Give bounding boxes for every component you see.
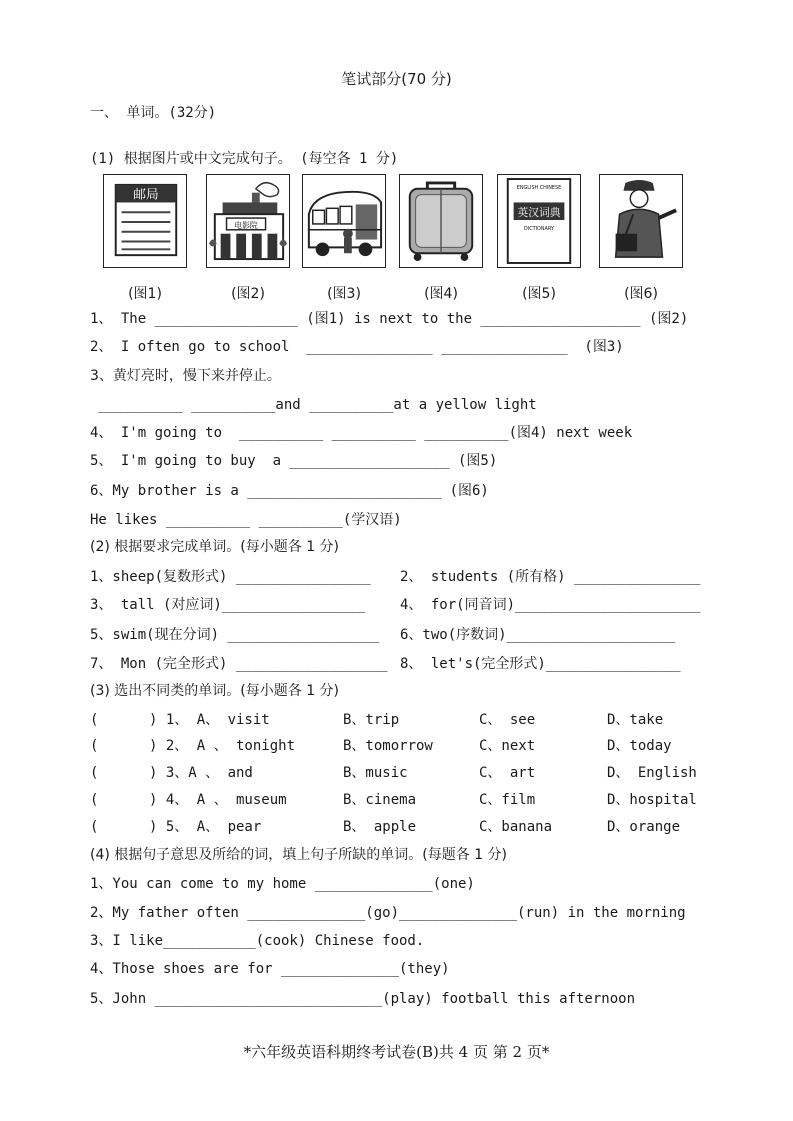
mc-question: ( ) 3、A 、 and <box>90 765 253 781</box>
mc-option-b: B、tomorrow <box>343 738 433 754</box>
part3-instruction: (3) 选出不同类的单词。(每小题各 1 分) <box>90 683 340 699</box>
picture-caption: (图4) <box>424 286 458 302</box>
mc-option-b: B、trip <box>343 712 400 728</box>
mc-question: ( ) 1、 A、 visit <box>90 712 270 728</box>
question-line: 3、黄灯亮时，慢下来并停止。 <box>90 368 281 384</box>
question-line: 1、 The _________________ (图1) is next to the ___________________ (图2) <box>90 311 689 327</box>
question-line: 6、My brother is a _______________________ (图6) <box>90 483 489 499</box>
question-line: 5、 I'm going to buy a ___________________ (图5) <box>90 453 498 469</box>
book-top-text: ENGLISH CHINESE <box>516 184 562 191</box>
question-right: 2、 students (所有格) _______________ <box>400 569 701 585</box>
question-line: __________ __________and __________at a yellow light <box>90 397 537 413</box>
postman-picture <box>599 174 683 268</box>
mc-option-d: D、take <box>607 712 664 728</box>
question-left: 3、 tall (对应词)_________________ <box>90 597 366 613</box>
mc-option-d: D、 English <box>607 765 697 781</box>
mc-option-b: B、music <box>343 765 408 781</box>
picture-caption: (图3) <box>327 286 361 302</box>
question-line: He likes __________ __________(学汉语) <box>90 512 402 528</box>
question-line: 1、You can come to my home ______________(one) <box>90 876 475 892</box>
question-left: 1、sheep(复数形式) ________________ <box>90 569 371 585</box>
mc-option-c: C、 see <box>479 712 536 728</box>
mc-option-d: D、today <box>607 738 672 754</box>
question-line: 2、 I often go to school _______________ _______________ (图3) <box>90 339 624 355</box>
part1-instruction: (1) 根据图片或中文完成句子。 (每空各 1 分) <box>90 151 399 167</box>
mc-option-b: B、cinema <box>343 792 417 808</box>
book-subtitle-text: DICTIONARY <box>524 225 554 232</box>
mc-option-c: C、 art <box>479 765 536 781</box>
picture-caption: (图2) <box>231 286 265 302</box>
page-title: 笔试部分(70 分) <box>341 70 452 88</box>
book-title-text: 英汉词典 <box>517 206 561 220</box>
question-line: 4、Those shoes are for ______________(they) <box>90 961 450 977</box>
picture-caption: (图1) <box>128 286 162 302</box>
mc-option-c: C、film <box>479 792 536 808</box>
question-line: 4、 I'm going to __________ __________ __________(图4) next week <box>90 425 633 441</box>
question-right: 6、two(序数词)____________________ <box>400 627 676 643</box>
section-heading: 一、 单词。(32分) <box>90 105 217 121</box>
picture-caption: (图6) <box>624 286 658 302</box>
question-right: 8、 let's(完全形式)________________ <box>400 656 681 672</box>
mc-question: ( ) 4、 A 、 museum <box>90 792 287 808</box>
question-line: 3、I like___________(cook) Chinese food. <box>90 933 425 949</box>
mc-question: ( ) 2、 A 、 tonight <box>90 738 296 754</box>
mc-option-c: C、banana <box>479 819 553 835</box>
dictionary-picture <box>497 174 581 268</box>
mc-option-d: D、hospital <box>607 792 697 808</box>
mc-option-c: C、next <box>479 738 536 754</box>
mc-option-b: B、 apple <box>343 819 417 835</box>
mc-question: ( ) 5、 A、 pear <box>90 819 262 835</box>
bus-picture <box>302 174 386 268</box>
page-footer: *六年级英语科期终考试卷(B)共 4 页 第 2 页* <box>243 1043 550 1061</box>
post-office-sign-text: 邮局 <box>133 186 159 202</box>
cinema-picture <box>206 174 290 268</box>
picture-caption: (图5) <box>522 286 556 302</box>
mc-option-d: D、orange <box>607 819 681 835</box>
question-left: 5、swim(现在分词) __________________ <box>90 627 380 643</box>
suitcase-picture <box>399 174 483 268</box>
question-line: 5、John ___________________________(play) football this afternoon <box>90 991 636 1007</box>
cinema-sign-text: 电影院 <box>234 220 258 230</box>
question-right: 4、 for(同音词)______________________ <box>400 597 701 613</box>
part4-instruction: (4) 根据句子意思及所给的词，填上句子所缺的单词。(每题各 1 分) <box>90 847 508 863</box>
question-left: 7、 Mon (完全形式) __________________ <box>90 656 388 672</box>
post-office-picture <box>103 174 187 268</box>
question-line: 2、My father often ______________(go)______________(run) in the morning <box>90 905 686 921</box>
part2-instruction: (2) 根据要求完成单词。(每小题各 1 分) <box>90 539 340 555</box>
